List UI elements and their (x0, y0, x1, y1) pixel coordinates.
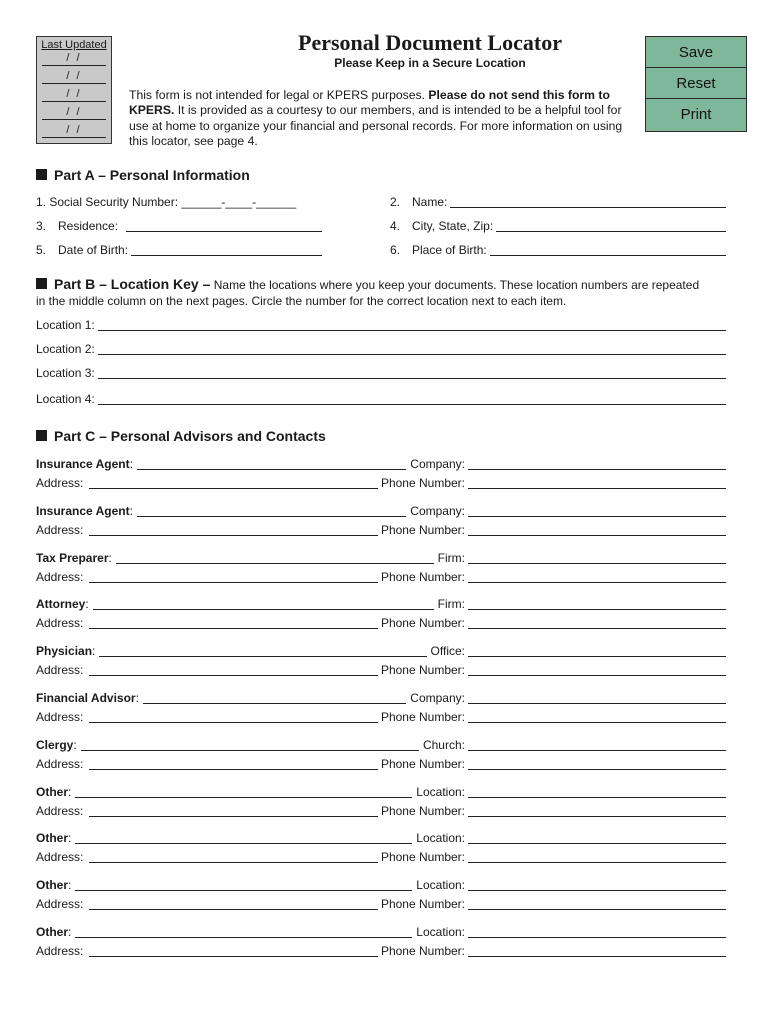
contact-name-input[interactable] (99, 645, 426, 657)
phone-input[interactable] (468, 664, 726, 676)
contact-right-label: Location: (416, 785, 465, 799)
contact-name-input[interactable] (93, 598, 434, 610)
part-b-heading: Part B – Location Key – Name the locations where you keep your documents. These location numbers are repeated (36, 276, 736, 292)
contact-address-row[interactable] (36, 897, 726, 911)
address-label: Address: (36, 804, 84, 818)
phone-label: Phone Number: (380, 523, 465, 537)
address-label: Address: (36, 476, 84, 490)
contact-row[interactable]: Tax Preparer : Firm: (36, 551, 726, 565)
address-input[interactable] (89, 851, 378, 863)
contact-address-row[interactable] (36, 663, 726, 677)
contact-role: Other (36, 785, 69, 799)
address-input[interactable] (89, 711, 378, 723)
contact-row[interactable]: Other : Location: (36, 925, 726, 939)
contact-right-input[interactable] (468, 645, 726, 657)
last-updated-date-1[interactable]: / / (37, 51, 111, 69)
contact-name-input[interactable] (137, 458, 406, 470)
contact-right-input[interactable] (468, 739, 726, 751)
reset-button[interactable]: Reset (646, 68, 746, 99)
address-label: Address: (36, 757, 84, 771)
phone-input[interactable] (468, 851, 726, 863)
address-label: Address: (36, 944, 84, 958)
contact-name-input[interactable] (75, 879, 412, 891)
contact-right-label: Office: (430, 644, 465, 658)
contact-name-input[interactable] (81, 739, 419, 751)
contact-role: Insurance Agent (36, 504, 130, 518)
contact-address-row[interactable] (36, 757, 726, 771)
contact-right-input[interactable] (468, 552, 726, 564)
intro-paragraph (129, 88, 635, 150)
location-1-field[interactable]: Location 1: (36, 318, 726, 332)
contact-address-row[interactable] (36, 710, 726, 724)
contact-address-row[interactable] (36, 944, 726, 958)
bullet-square-icon (36, 169, 47, 180)
part-b-description-2: in the middle column on the next pages. Circle the number for the correct location next to each item. (36, 294, 567, 308)
contact-name-input[interactable] (75, 786, 412, 798)
phone-input[interactable] (468, 898, 726, 910)
part-b-description: Name the locations where you keep your documents. These location numbers are repeated (210, 278, 700, 292)
address-input[interactable] (89, 617, 378, 629)
address-label: Address: (36, 523, 84, 537)
bullet-square-icon (36, 278, 47, 289)
residence-field[interactable]: 3. Residence: (36, 219, 322, 233)
contact-row[interactable]: Clergy : Church: (36, 738, 726, 752)
phone-input[interactable] (468, 758, 726, 770)
location-3-field[interactable]: Location 3: (36, 366, 726, 380)
part-c-heading: Part C – Personal Advisors and Contacts (36, 428, 326, 444)
phone-label: Phone Number: (380, 710, 465, 724)
phone-input[interactable] (468, 945, 726, 957)
phone-label: Phone Number: (380, 897, 465, 911)
phone-input[interactable] (468, 477, 726, 489)
contact-row[interactable]: Physician : Office: (36, 644, 726, 658)
address-input[interactable] (89, 758, 378, 770)
address-input[interactable] (89, 898, 378, 910)
phone-input[interactable] (468, 571, 726, 583)
contact-address-row[interactable] (36, 523, 726, 537)
ssn-field[interactable]: 1. Social Security Number: ______-____-______ (36, 195, 297, 209)
phone-label: Phone Number: (380, 804, 465, 818)
address-label: Address: (36, 897, 84, 911)
phone-label: Phone Number: (380, 757, 465, 771)
contact-row[interactable]: Other : Location: (36, 878, 726, 892)
address-label: Address: (36, 663, 84, 677)
intro-text-2: It is provided as a courtesy to our members, and is intended to be a helpful tool for use at home to organize your financial and personal records. For more information on using this locator, see page 4. (129, 103, 623, 149)
phone-label: Phone Number: (380, 476, 465, 490)
phone-input[interactable] (468, 617, 726, 629)
contact-right-label: Firm: (437, 551, 465, 565)
phone-input[interactable] (468, 524, 726, 536)
address-input[interactable] (89, 524, 378, 536)
name-field[interactable]: 2. Name: (390, 195, 726, 209)
part-a-heading: Part A – Personal Information (36, 167, 250, 183)
contact-right-input[interactable] (468, 879, 726, 891)
address-input[interactable] (89, 477, 378, 489)
action-buttons (645, 36, 747, 132)
contact-role: Tax Preparer (36, 551, 109, 565)
last-updated-date-3[interactable]: / / (37, 87, 111, 105)
contact-name-input[interactable] (116, 552, 434, 564)
contact-name-input[interactable] (137, 505, 406, 517)
address-input[interactable] (89, 664, 378, 676)
intro-text-1: This form is not intended for legal or KPERS purposes. (129, 88, 429, 102)
location-4-field[interactable]: Location 4: (36, 392, 726, 406)
contact-right-label: Company: (410, 691, 465, 705)
contact-row[interactable]: Attorney : Firm: (36, 597, 726, 611)
address-label: Address: (36, 850, 84, 864)
contact-right-input[interactable] (468, 692, 726, 704)
contact-right-label: Company: (410, 504, 465, 518)
contact-right-label: Firm: (437, 597, 465, 611)
contact-right-input[interactable] (468, 832, 726, 844)
contact-role: Other (36, 831, 69, 845)
last-updated-box (36, 36, 112, 144)
contact-right-input[interactable] (468, 458, 726, 470)
address-input[interactable] (89, 945, 378, 957)
phone-label: Phone Number: (380, 663, 465, 677)
address-input[interactable] (89, 571, 378, 583)
phone-label: Phone Number: (380, 570, 465, 584)
contact-row[interactable]: Other : Location: (36, 785, 726, 799)
contact-role: Other (36, 925, 69, 939)
contact-row[interactable]: Insurance Agent : Company: (36, 457, 726, 471)
contact-role: Physician (36, 644, 93, 658)
contact-address-row[interactable] (36, 850, 726, 864)
location-2-field[interactable]: Location 2: (36, 342, 726, 356)
contact-right-input[interactable] (468, 598, 726, 610)
contact-right-label: Company: (410, 457, 465, 471)
contact-row[interactable]: Financial Advisor : Company: (36, 691, 726, 705)
contact-right-input[interactable] (468, 505, 726, 517)
page-title: Personal Document Locator (298, 30, 562, 55)
intro-text-bold: Please do not send this form to KPERS. (129, 88, 610, 118)
contact-name-input[interactable] (143, 692, 406, 704)
address-input[interactable] (89, 805, 378, 817)
date-of-birth-field[interactable]: 5. Date of Birth: (36, 243, 322, 257)
phone-label: Phone Number: (380, 944, 465, 958)
last-updated-date-2[interactable]: / / (37, 69, 111, 87)
address-label: Address: (36, 570, 84, 584)
contact-role: Other (36, 878, 69, 892)
phone-input[interactable] (468, 805, 726, 817)
contact-role: Financial Advisor (36, 691, 136, 705)
contact-address-row[interactable] (36, 476, 726, 490)
last-updated-date-5[interactable]: / / (37, 123, 111, 141)
contact-right-label: Location: (416, 831, 465, 845)
contact-right-input[interactable] (468, 926, 726, 938)
contact-address-row[interactable] (36, 804, 726, 818)
contact-role: Insurance Agent (36, 457, 130, 471)
page-subtitle: Please Keep in a Secure Location (334, 56, 526, 70)
place-of-birth-field[interactable]: 6. Place of Birth: (390, 243, 726, 257)
contact-role: Attorney (36, 597, 86, 611)
contact-role: Clergy (36, 738, 74, 752)
contact-right-label: Location: (416, 925, 465, 939)
phone-label: Phone Number: (380, 616, 465, 630)
contact-name-input[interactable] (75, 832, 412, 844)
contact-right-label: Church: (422, 738, 465, 752)
contact-row[interactable]: Other : Location: (36, 831, 726, 845)
save-button[interactable]: Save (646, 37, 746, 68)
last-updated-date-4[interactable]: / / (37, 105, 111, 123)
phone-input[interactable] (468, 711, 726, 723)
contact-right-label: Location: (416, 878, 465, 892)
address-label: Address: (36, 710, 84, 724)
contact-row[interactable]: Insurance Agent : Company: (36, 504, 726, 518)
city-state-zip-field[interactable]: 4. City, State, Zip: (390, 219, 726, 233)
address-label: Address: (36, 616, 84, 630)
phone-label: Phone Number: (380, 850, 465, 864)
contact-address-row[interactable] (36, 616, 726, 630)
contact-name-input[interactable] (75, 926, 412, 938)
print-button[interactable]: Print (646, 99, 746, 130)
bullet-square-icon (36, 430, 47, 441)
last-updated-title: Last Updated (41, 39, 107, 51)
contact-address-row[interactable] (36, 570, 726, 584)
contact-right-input[interactable] (468, 786, 726, 798)
